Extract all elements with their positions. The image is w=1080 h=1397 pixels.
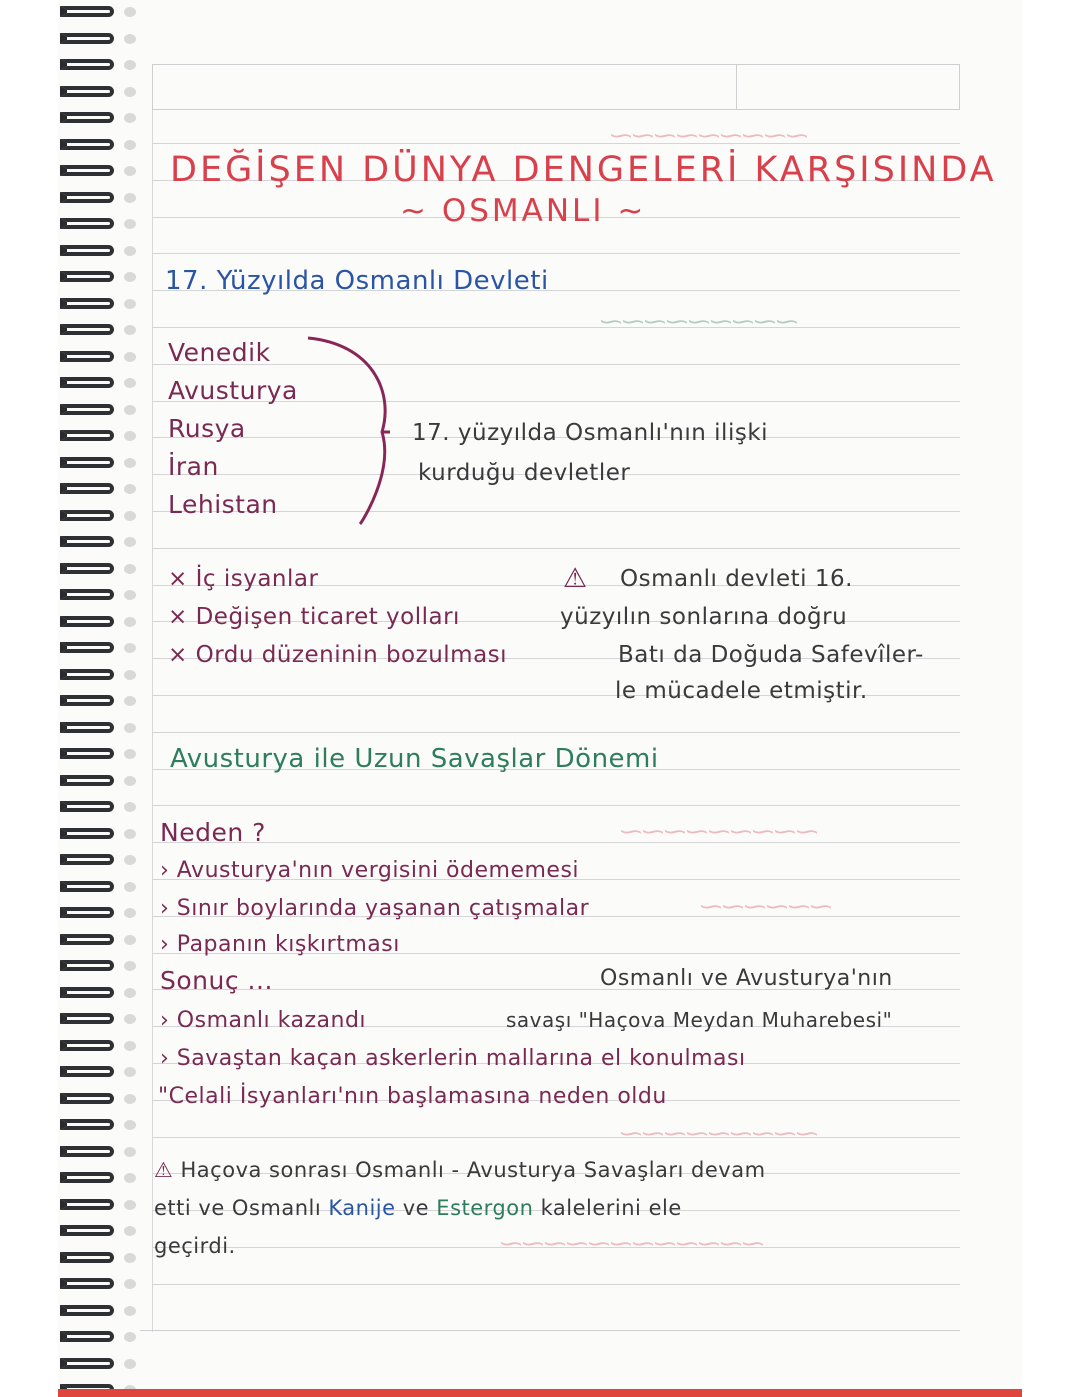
warning-icon: ⚠ [563, 563, 588, 594]
curly-bracket [302, 332, 392, 528]
why-text: Sınır boylarında yaşanan çatışmalar [176, 896, 590, 921]
binding-hole [124, 1200, 136, 1210]
bleed-through-mark: ⁓⁓⁓⁓⁓⁓⁓⁓⁓ [600, 310, 798, 335]
spiral-coil [60, 1119, 114, 1130]
binding-hole [124, 1173, 136, 1183]
result-text: Osmanlı kazandı [176, 1008, 367, 1033]
binding-hole [124, 829, 136, 839]
ruled-line [152, 548, 960, 549]
binding-hole [124, 511, 136, 521]
binding-hole [124, 193, 136, 203]
cause-item: × Ordu düzeninin bozulması [168, 642, 508, 668]
spiral-coil [60, 245, 114, 256]
binding-hole [124, 723, 136, 733]
state-item: Lehistan [168, 490, 278, 519]
result-item: › Osmanlı kazandı [160, 1008, 367, 1033]
result-note: Osmanlı ve Avusturya'nın [600, 966, 893, 991]
result-item: › Savaştan kaçan askerlerin mallarına el konulması [160, 1046, 746, 1071]
spiral-coil [60, 192, 114, 203]
state-item: Rusya [168, 414, 246, 443]
state-item: İran [168, 452, 219, 481]
binding-hole [124, 643, 136, 653]
spiral-coil [60, 987, 114, 998]
binding-hole [124, 272, 136, 282]
binding-hole [124, 87, 136, 97]
ruled-line [152, 253, 960, 254]
why-text: Papanın kışkırtması [176, 932, 400, 957]
binding-hole [124, 431, 136, 441]
spiral-coil [60, 642, 114, 653]
spiral-coil [60, 1331, 114, 1342]
spiral-coil [60, 483, 114, 494]
binding-hole [124, 1226, 136, 1236]
spiral-coil [60, 881, 114, 892]
cause-item: × Değişen ticaret yolları [168, 604, 460, 630]
binding-hole [124, 908, 136, 918]
spiral-coil [60, 59, 114, 70]
ruled-line [152, 1284, 960, 1285]
binding-hole [124, 246, 136, 256]
binding-hole [124, 34, 136, 44]
binding-hole [124, 484, 136, 494]
binding-hole [124, 60, 136, 70]
ruled-line [152, 842, 960, 843]
binding-hole [124, 696, 136, 706]
why-item: › Avusturya'nın vergisini ödememesi [160, 858, 580, 883]
binding-hole [124, 1067, 136, 1077]
spiral-coil [60, 33, 114, 44]
margin-line [152, 110, 153, 1332]
state-item: Venedik [168, 338, 271, 367]
final-note-text: Haçova sonrası Osmanlı - Avusturya Savaşları devam [180, 1158, 766, 1182]
spiral-coil [60, 430, 114, 441]
binding-hole [124, 670, 136, 680]
binding-hole [124, 1014, 136, 1024]
spiral-coil [60, 86, 114, 97]
paper-edge [58, 1389, 1022, 1397]
place-name: Kanije [328, 1196, 396, 1220]
binding-hole [124, 1094, 136, 1104]
spiral-coil [60, 616, 114, 627]
binding-hole [124, 166, 136, 176]
binding-hole [124, 140, 136, 150]
bleed-through-mark: ⁓⁓⁓⁓⁓⁓ [700, 895, 832, 920]
ruled-line [152, 1137, 960, 1138]
result-label: Sonuç ... [160, 966, 273, 995]
binding-hole [124, 564, 136, 574]
binding-hole [124, 776, 136, 786]
side-note: le mücadele etmiştir. [615, 678, 868, 704]
spiral-coil [60, 563, 114, 574]
spiral-binding [60, 0, 130, 1397]
ruled-line [152, 732, 960, 733]
spiral-coil [60, 695, 114, 706]
binding-hole [124, 325, 136, 335]
final-note-line: geçirdi. [154, 1234, 236, 1258]
spiral-coil [60, 1172, 114, 1183]
binding-hole [124, 1147, 136, 1157]
spiral-coil [60, 139, 114, 150]
spiral-coil [60, 934, 114, 945]
spiral-coil [60, 1093, 114, 1104]
side-note: Batı da Doğuda Safevîler- [618, 642, 924, 668]
spiral-coil [60, 404, 114, 415]
state-item: Avusturya [168, 376, 298, 405]
spiral-coil [60, 1013, 114, 1024]
binding-hole [124, 855, 136, 865]
binding-hole [124, 378, 136, 388]
spiral-coil [60, 6, 114, 17]
binding-hole [124, 961, 136, 971]
section-heading: 17. Yüzyılda Osmanlı Devleti [165, 266, 549, 296]
binding-hole [124, 352, 136, 362]
cause-text: Değişen ticaret yolları [195, 604, 460, 630]
header-divider [736, 65, 737, 109]
binding-hole [124, 590, 136, 600]
binding-hole [124, 1306, 136, 1316]
place-name: Estergon [436, 1196, 534, 1220]
why-item: › Papanın kışkırtması [160, 932, 400, 957]
why-label: Neden ? [160, 818, 266, 847]
spiral-coil [60, 324, 114, 335]
why-item: › Sınır boylarında yaşanan çatışmalar [160, 896, 590, 921]
section-heading: Avusturya ile Uzun Savaşlar Dönemi [170, 744, 659, 774]
bracket-note: 17. yüzyılda Osmanlı'nın ilişki [412, 420, 769, 446]
spiral-coil [60, 1225, 114, 1236]
bleed-through-mark: ⁓⁓⁓⁓⁓⁓⁓⁓⁓ [620, 820, 818, 845]
spiral-coil [60, 218, 114, 229]
binding-hole [124, 749, 136, 759]
binding-hole [124, 1279, 136, 1289]
binding-hole [124, 1332, 136, 1342]
binding-hole [124, 988, 136, 998]
page-subtitle: ~ OSMANLI ~ [400, 193, 647, 229]
spiral-coil [60, 775, 114, 786]
ruled-line [152, 364, 960, 365]
spiral-coil [60, 1066, 114, 1077]
cause-text: İç isyanlar [195, 566, 319, 592]
bleed-through-mark: ⁓⁓⁓⁓⁓⁓⁓⁓⁓ [610, 124, 808, 149]
binding-hole [124, 537, 136, 547]
header-box [152, 64, 960, 110]
spiral-coil [60, 722, 114, 733]
binding-hole [124, 617, 136, 627]
binding-hole [124, 882, 136, 892]
cause-item: × İç isyanlar [168, 566, 319, 592]
binding-hole [124, 299, 136, 309]
result-note: savaşı "Haçova Meydan Muharebesi" [506, 1008, 893, 1032]
binding-hole [124, 7, 136, 17]
final-note-line [154, 1196, 682, 1220]
bracket-note: kurduğu devletler [418, 460, 631, 486]
page-title: DEĞİŞEN DÜNYA DENGELERİ KARŞISINDA [170, 150, 997, 190]
final-note-text: ve [402, 1196, 430, 1220]
binding-hole [124, 219, 136, 229]
binding-hole [124, 1120, 136, 1130]
spiral-coil [60, 589, 114, 600]
side-note: yüzyılın sonlarına doğru [560, 604, 848, 630]
spiral-coil [60, 457, 114, 468]
binding-hole [124, 1359, 136, 1369]
spiral-coil [60, 112, 114, 123]
spiral-coil [60, 748, 114, 759]
spiral-coil [60, 801, 114, 812]
spiral-coil [60, 536, 114, 547]
spiral-coil [60, 854, 114, 865]
binding-hole [124, 1253, 136, 1263]
spiral-coil [60, 1278, 114, 1289]
binding-hole [124, 458, 136, 468]
ruled-line [152, 143, 960, 144]
side-note: Osmanlı devleti 16. [620, 566, 853, 592]
spiral-coil [60, 1040, 114, 1051]
spiral-coil [60, 510, 114, 521]
spiral-coil [60, 1199, 114, 1210]
final-note-text: etti ve Osmanlı [154, 1196, 322, 1220]
binding-hole [124, 935, 136, 945]
spiral-coil [60, 271, 114, 282]
warning-icon: ⚠ [154, 1158, 174, 1182]
binding-hole [124, 1041, 136, 1051]
bleed-through-mark: ⁓⁓⁓⁓⁓⁓⁓⁓⁓ [620, 1122, 818, 1147]
spiral-coil [60, 1305, 114, 1316]
why-text: Avusturya'nın vergisini ödememesi [176, 858, 580, 883]
binding-hole [124, 802, 136, 812]
bottom-rule [140, 1330, 960, 1331]
cause-text: Ordu düzeninin bozulması [195, 642, 508, 668]
ruled-line [152, 805, 960, 806]
binding-hole [124, 113, 136, 123]
spiral-coil [60, 351, 114, 362]
spiral-coil [60, 1146, 114, 1157]
spiral-coil [60, 298, 114, 309]
result-text: Savaştan kaçan askerlerin mallarına el konulması [176, 1046, 746, 1071]
spiral-coil [60, 907, 114, 918]
spiral-coil [60, 669, 114, 680]
spiral-coil [60, 960, 114, 971]
result-item: "Celali İsyanları'nın başlamasına neden oldu [158, 1084, 667, 1109]
binding-hole [124, 405, 136, 415]
spiral-coil [60, 1252, 114, 1263]
spiral-coil [60, 377, 114, 388]
ruled-line [152, 327, 960, 328]
final-note-line [154, 1158, 766, 1182]
final-note-text: kalelerini ele [540, 1196, 682, 1220]
spiral-coil [60, 828, 114, 839]
spiral-coil [60, 1358, 114, 1369]
spiral-coil [60, 165, 114, 176]
bleed-through-mark: ⁓⁓⁓⁓⁓⁓⁓⁓⁓⁓⁓⁓ [500, 1232, 764, 1257]
